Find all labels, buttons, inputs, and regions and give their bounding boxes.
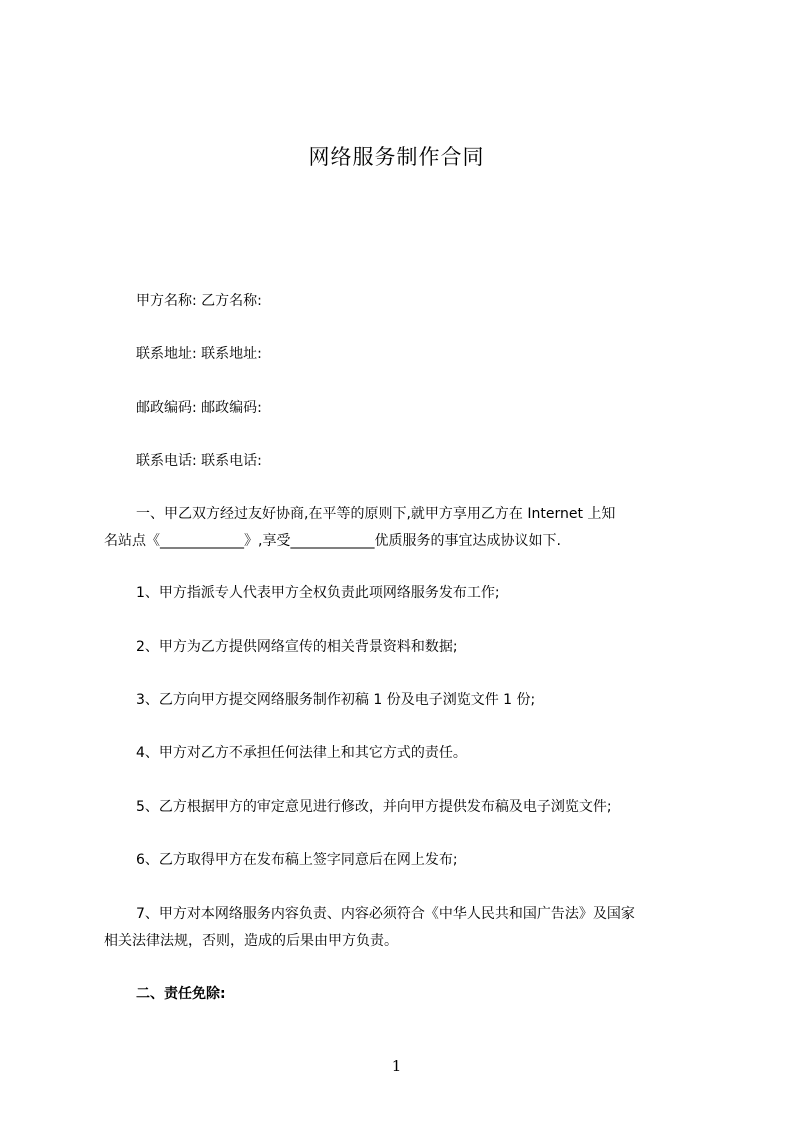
clause-item-7-paragraph — [104, 901, 704, 955]
section-two-heading: 二、责任免除: — [136, 986, 226, 1002]
clause-item-1: 1、甲方指派专人代表甲方全权负责此项网络服务发布工作; — [136, 585, 500, 601]
party-phone-line: 联系电话: 联系电话: — [136, 453, 262, 469]
clause-item-4: 4、甲方对乙方不承担任何法律上和其它方式的责任。 — [136, 745, 467, 761]
section-one-line-2: 名站点《____________》,享受____________优质服务的事宜达成协议如下. — [104, 533, 561, 549]
party-names-line: 甲方名称: 乙方名称: — [136, 293, 262, 309]
clause-item-5: 5、乙方根据甲方的审定意见进行修改，并向甲方提供发布稿及电子浏览文件; — [136, 799, 612, 815]
party-postcode-line: 邮政编码: 邮政编码: — [136, 400, 262, 416]
clause-item-6: 6、乙方取得甲方在发布稿上签字同意后在网上发布; — [136, 852, 458, 868]
clause-item-2: 2、甲方为乙方提供网络宣传的相关背景资料和数据; — [136, 639, 458, 655]
clause-item-7-line-2: 相关法律法规，否则，造成的后果由甲方负责。 — [104, 933, 398, 949]
page-title: 网络服务制作合同 — [308, 145, 485, 169]
page-number: 1 — [391, 1057, 402, 1075]
clause-item-7-line-1: 7、甲方对本网络服务内容负责、内容必须符合《中华人民共和国广告法》及国家 — [136, 906, 635, 922]
clause-item-3: 3、乙方向甲方提交网络服务制作初稿 1 份及电子浏览文件 1 份; — [136, 692, 536, 708]
section-one-paragraph — [104, 501, 704, 555]
section-one-line-1: 一、甲乙双方经过友好协商,在平等的原则下,就甲方享用乙方在 Internet 上知 — [136, 506, 616, 522]
party-address-line: 联系地址: 联系地址: — [136, 346, 262, 362]
